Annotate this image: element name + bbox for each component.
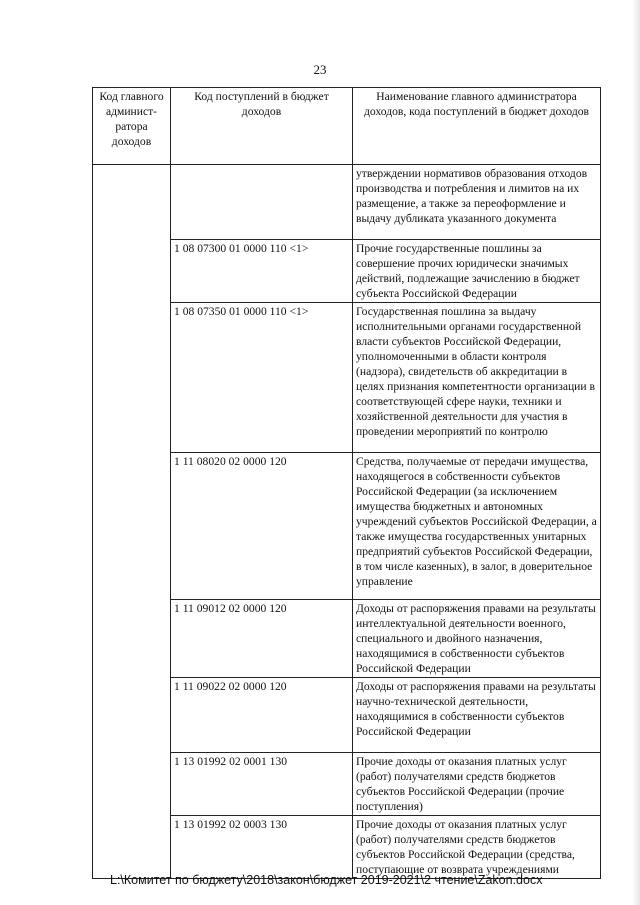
file-path-footer: L:\Комитет по бюджету\2018\закон\бюджет 2019-2021\2 чтение\Zakon.docx <box>110 873 543 887</box>
name-cell: Средства, получаемые от передачи имущества, находящегося в собственности субъектов Российской Федерации (за исключением имущества бюджетных и автономных учреждений субъектов Российской Федерации, а также имущества государственных унитарных предприятий субъектов Российской Федерации, в том числе казенных), в залог, в доверительное управление <box>353 453 601 600</box>
income-code-cell: 1 11 08020 02 0000 120 <box>171 453 353 600</box>
income-code-cell: 1 11 09012 02 0000 120 <box>171 600 353 678</box>
header-admin-code: Код главного админист-ратора доходов <box>93 88 171 165</box>
income-code-cell: 1 11 09022 02 0000 120 <box>171 678 353 753</box>
name-cell: Доходы от распоряжения правами на результаты интеллектуальной деятельности военного, специального и двойного назначения, находящимися в собственности субъектов Российской Федерации <box>353 600 601 678</box>
scan-edge-shadow <box>632 0 640 905</box>
income-codes-table <box>92 87 601 879</box>
page-number: 23 <box>313 62 327 77</box>
income-code-cell: 1 08 07300 01 0000 110 <1> <box>171 240 353 303</box>
name-cell: Прочие доходы от оказания платных услуг (работ) получателями средств бюджетов субъектов Российской Федерации (средства, поступающие от возврата учреждениями <box>353 816 601 879</box>
header-income-code: Код поступлений в бюджет доходов <box>171 88 353 165</box>
admin-code-cell <box>93 165 171 879</box>
income-code-cell: 1 08 07350 01 0000 110 <1> <box>171 303 353 453</box>
name-cell: Прочие государственные пошлины за совершение прочих юридически значимых действий, подлежащие зачислению в бюджет субъекта Российской Федерации <box>353 240 601 303</box>
name-cell: утверждении нормативов образования отходов производства и потребления и лимитов на их размещение, а также за переоформление и выдачу дубликата указанного документа <box>353 165 601 240</box>
name-cell: Государственная пошлина за выдачу исполнительными органами государственной власти субъектов Российской Федерации, уполномоченными в области контроля (надзора), свидетельств об аккредитации в целях признания компетентности организации в соответствующей сфере науки, техники и хозяйственной деятельности для участия в проведении мероприятий по контролю <box>353 303 601 453</box>
table-row <box>93 165 601 240</box>
income-code-cell <box>171 165 353 240</box>
table-header-row <box>93 88 601 165</box>
name-cell: Прочие доходы от оказания платных услуг (работ) получателями средств бюджетов субъектов Российской Федерации (прочие поступления) <box>353 753 601 816</box>
income-code-cell: 1 13 01992 02 0003 130 <box>171 816 353 879</box>
income-code-cell: 1 13 01992 02 0001 130 <box>171 753 353 816</box>
name-cell: Доходы от распоряжения правами на результаты научно-технической деятельности, находящимися в собственности субъектов Российской Федерации <box>353 678 601 753</box>
header-name: Наименование главного администратора доходов, кода поступлений в бюджет доходов <box>353 88 601 165</box>
